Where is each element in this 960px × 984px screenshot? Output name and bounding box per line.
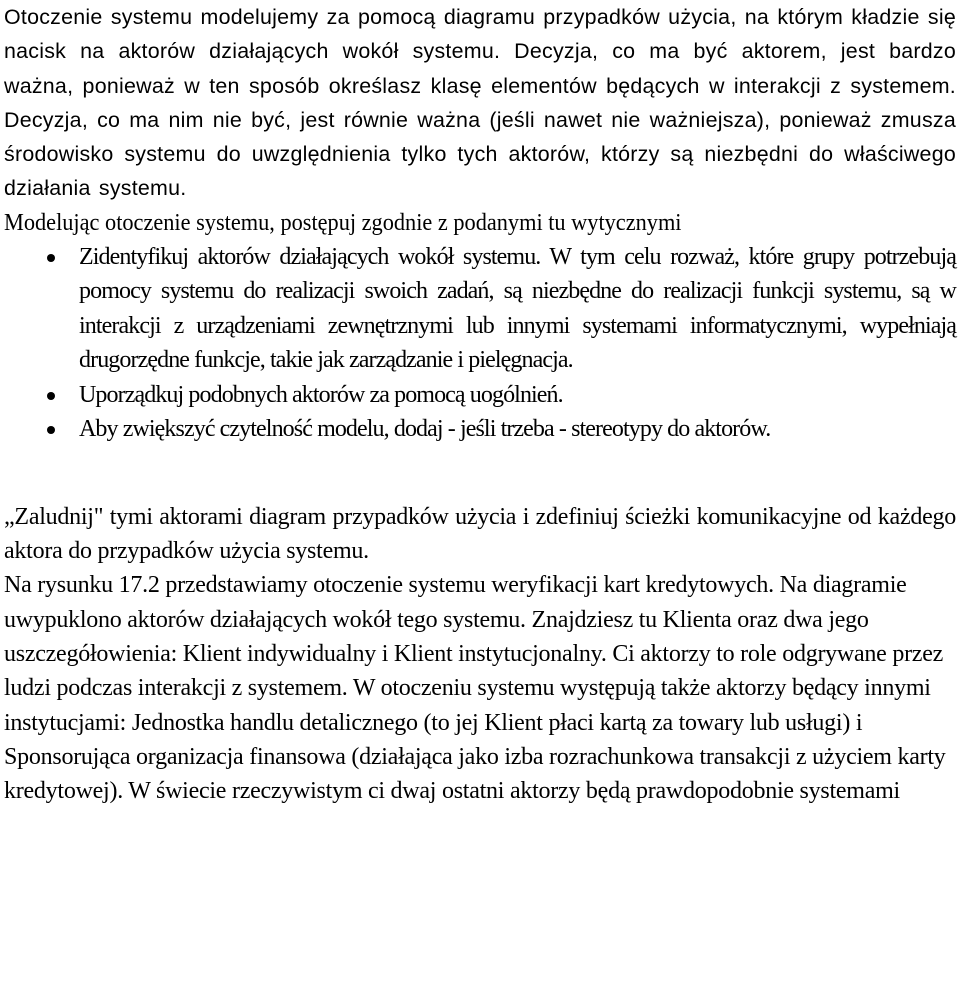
list-item-text: Zidentyfikuj aktorów działających wokół systemu. W tym celu rozważ, które grupy potrzebują pomocy systemu do realizacji swoich zadań, są niezbędne do realizacji funkcji systemu, są w interakcji z urządzeniami zewnętrznymi lub innymi systemami informatycznymi, wypełniają drugorzędne funkcje, takie jak zarządzanie i pielęgnacja. <box>79 243 956 374</box>
list-item-text: Uporządkuj podobnych aktorów za pomocą uogólnień. <box>79 381 563 408</box>
populate-diagram-paragraph: „Zaludnij" tymi aktorami diagram przypadków użycia i zdefiniuj ścieżki komunikacyjne od każdego aktora do przypadków użycia systemu. <box>4 503 956 565</box>
guidelines-list <box>4 240 956 447</box>
bullet-icon <box>47 254 55 262</box>
list-item-text: Aby zwiększyć czytelność modelu, dodaj - jeśli trzeba - stereotypy do aktorów. <box>79 416 771 443</box>
intro-paragraph: Otoczenie systemu modelujemy za pomocą diagramu przypadków użycia, na którym kładzie się nacisk na aktorów działających wokół systemu. Decyzja, co ma być aktorem, jest bardzo ważna, ponieważ w ten sposób określasz klasę elementów będących w interakcji z systemem. Decyzja, co ma nim nie być, jest równie ważna (jeśli nawet nie ważniejsza), ponieważ zmusza środowisko systemu do uwzględnienia tylko tych aktorów, którzy są niezbędni do właściwego działania systemu. <box>4 5 956 201</box>
bullet-icon <box>47 392 55 400</box>
bullet-icon <box>47 426 55 434</box>
list-item <box>4 412 956 447</box>
figure-description-paragraph: Na rysunku 17.2 przedstawiamy otoczenie systemu weryfikacji kart kredytowych. Na diagramie uwypuklono aktorów działających wokół tego systemu. Znajdziesz tu Klienta oraz dwa jego uszczegółowienia: Klient indywidualny i Klient instytucjonalny. Ci aktorzy to role odgrywane przez ludzi podczas interakcji z systemem. W otoczeniu systemu występują także aktorzy będący innymi instytucjami: Jednostka handlu detalicznego (to jej Klient płaci kartą za towary lub usługi) i Sponsorująca organizacja finansowa (działająca jako izba rozrachunkowa transakcji z użyciem karty kredytowej). W świecie rzeczywistym ci dwaj ostatni aktorzy będą prawdopodobnie systemami <box>4 572 946 805</box>
list-item <box>4 378 956 413</box>
list-item <box>4 240 956 378</box>
paragraph-spacer <box>4 447 956 500</box>
guidelines-lead-paragraph: Modelując otoczenie systemu, postępuj zgodnie z podanymi tu wytycznymi <box>4 209 682 236</box>
